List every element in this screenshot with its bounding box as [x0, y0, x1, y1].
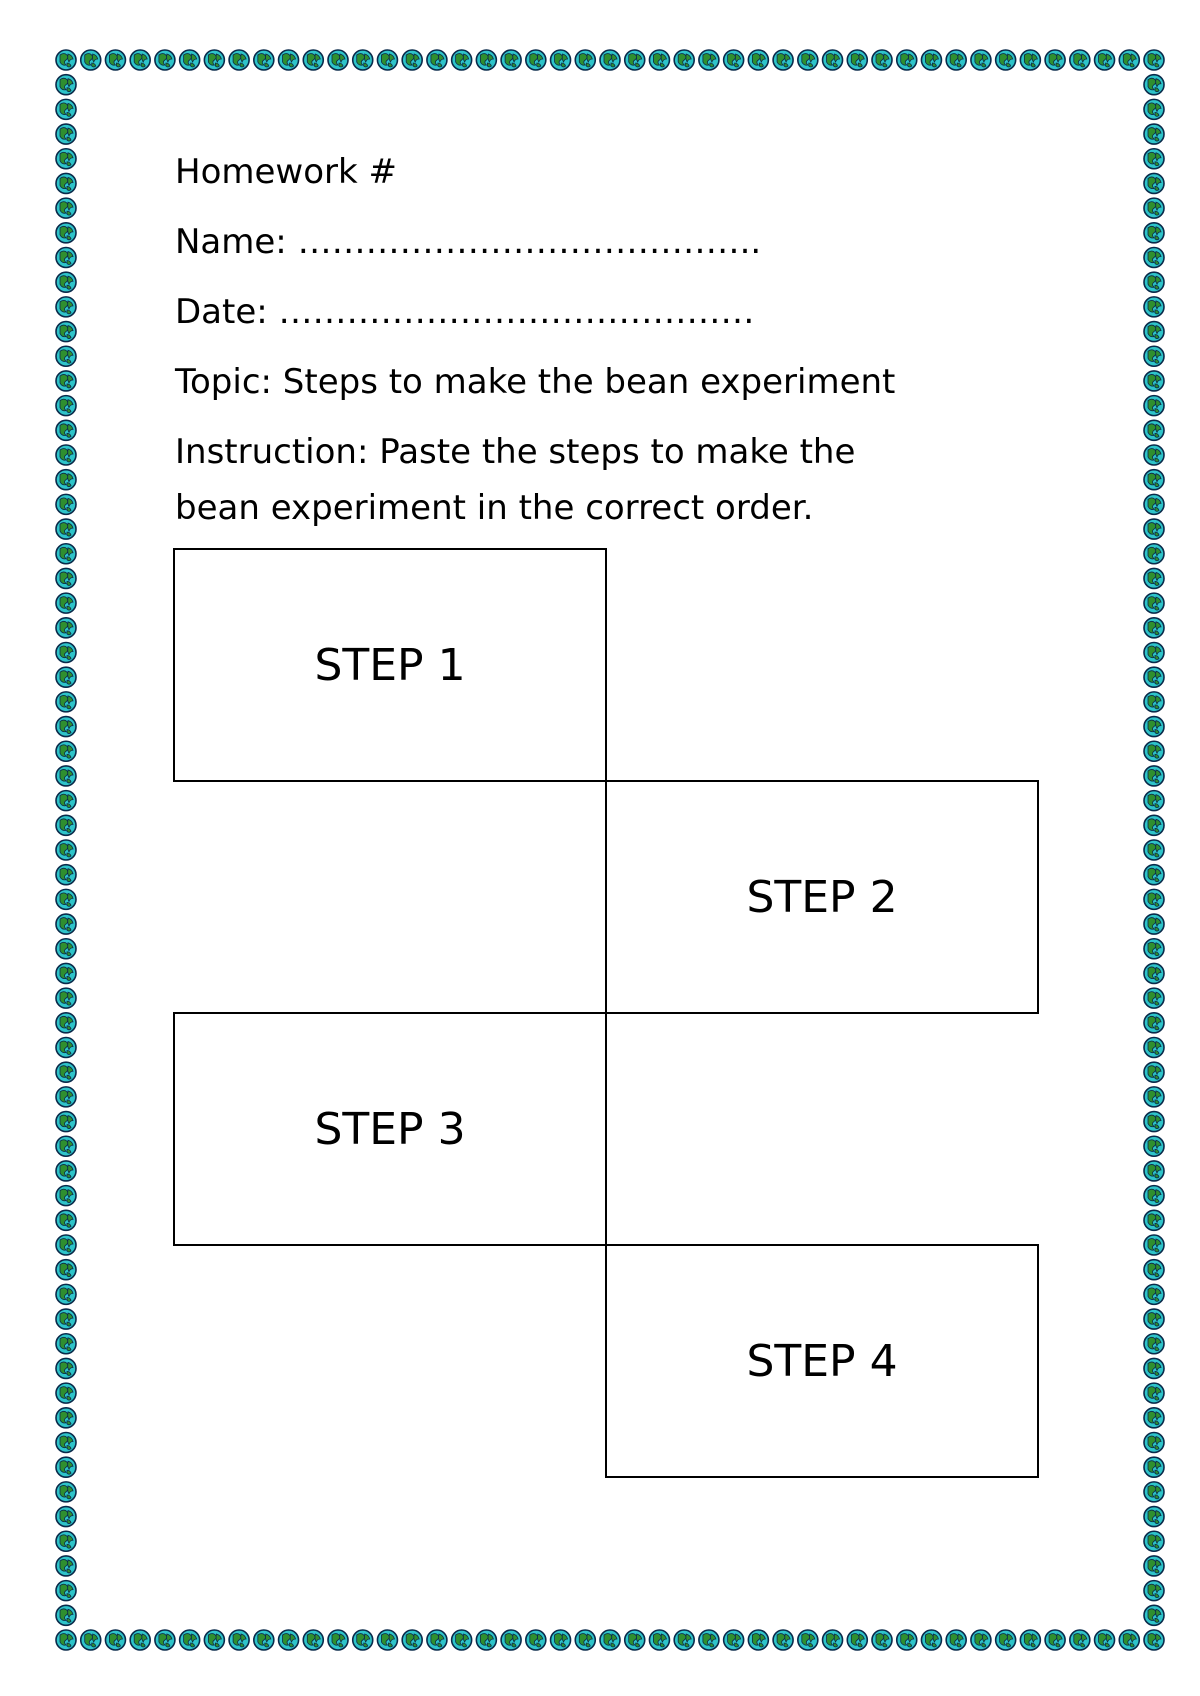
globe-icon: [452, 50, 472, 70]
step-2-box: [605, 780, 1039, 1014]
globe-icon: [1144, 791, 1164, 811]
globe-icon: [1144, 198, 1164, 218]
globe-icon: [1144, 124, 1164, 144]
globe-icon: [56, 519, 76, 539]
globe-icon: [773, 50, 793, 70]
globe-icon: [1144, 667, 1164, 687]
globe-icon: [56, 1408, 76, 1428]
globe-icon: [328, 1630, 348, 1650]
globe-icon: [1144, 914, 1164, 934]
globe-icon: [180, 1630, 200, 1650]
globe-icon: [56, 1284, 76, 1304]
globe-icon: [946, 1630, 966, 1650]
step-1-label: STEP 1: [314, 639, 466, 691]
globe-icon: [1144, 1013, 1164, 1033]
globe-icon: [56, 1433, 76, 1453]
globe-icon: [56, 420, 76, 440]
globe-icon: [56, 741, 76, 761]
globe-icon: [56, 149, 76, 169]
globe-icon: [1095, 50, 1115, 70]
globe-icon: [872, 50, 892, 70]
globe-icon: [105, 1630, 125, 1650]
globe-icon: [56, 667, 76, 687]
globe-icon: [56, 396, 76, 416]
globe-icon: [773, 1630, 793, 1650]
globe-icon: [1144, 1260, 1164, 1280]
globe-icon: [1144, 766, 1164, 786]
globe-icon: [56, 1556, 76, 1576]
globe-icon: [56, 50, 76, 70]
globe-icon: [971, 50, 991, 70]
globe-icon: [56, 692, 76, 712]
globe-icon: [1144, 544, 1164, 564]
globe-icon: [56, 1334, 76, 1354]
globe-icon: [155, 1630, 175, 1650]
globe-icon: [1020, 50, 1040, 70]
globe-icon: [872, 1630, 892, 1650]
globe-icon: [1144, 322, 1164, 342]
globe-icon: [724, 50, 744, 70]
globe-icon: [600, 50, 620, 70]
globe-icon: [476, 50, 496, 70]
globe-icon: [56, 322, 76, 342]
globe-icon: [56, 1062, 76, 1082]
globe-icon: [56, 173, 76, 193]
globe-icon: [56, 1161, 76, 1181]
step-2-label: STEP 2: [746, 871, 898, 923]
globe-icon: [1144, 396, 1164, 416]
globe-icon: [1144, 1581, 1164, 1601]
globe-icon: [56, 99, 76, 119]
globe-icon: [303, 1630, 323, 1650]
globe-icon: [501, 50, 521, 70]
globe-icon: [1020, 1630, 1040, 1650]
globe-icon: [1144, 50, 1164, 70]
globe-icon: [204, 1630, 224, 1650]
globe-icon: [56, 1605, 76, 1625]
globe-icon: [56, 1136, 76, 1156]
globe-icon: [1119, 1630, 1139, 1650]
globe-icon: [699, 50, 719, 70]
globe-icon: [1144, 1235, 1164, 1255]
globe-icon: [1144, 445, 1164, 465]
globe-icon: [56, 988, 76, 1008]
globe-icon: [1144, 568, 1164, 588]
globe-icon: [56, 593, 76, 613]
globe-icon: [1070, 50, 1090, 70]
globe-icon: [996, 1630, 1016, 1650]
step-3-box: [173, 1012, 607, 1246]
globe-icon: [798, 1630, 818, 1650]
globe-icon: [1144, 272, 1164, 292]
globe-icon: [1144, 1087, 1164, 1107]
globe-icon: [56, 223, 76, 243]
globe-icon: [1144, 420, 1164, 440]
homework-number-label: Homework #: [175, 152, 397, 192]
globe-icon: [56, 939, 76, 959]
globe-icon: [56, 1260, 76, 1280]
globe-icon: [229, 50, 249, 70]
globe-icon: [1144, 371, 1164, 391]
name-field: Name: …………………………………..: [175, 222, 762, 262]
globe-icon: [847, 1630, 867, 1650]
globe-icon: [56, 124, 76, 144]
globe-icon: [56, 346, 76, 366]
globe-icon: [56, 1087, 76, 1107]
globe-icon: [56, 1507, 76, 1527]
globe-icon: [1144, 1433, 1164, 1453]
globe-icon: [377, 50, 397, 70]
globe-icon: [254, 1630, 274, 1650]
globe-icon: [56, 544, 76, 564]
globe-icon: [56, 1581, 76, 1601]
globe-icon: [625, 1630, 645, 1650]
globe-icon: [501, 1630, 521, 1650]
globe-icon: [279, 50, 299, 70]
step-1-box: [173, 548, 607, 782]
globe-icon: [625, 50, 645, 70]
globe-icon: [1144, 248, 1164, 268]
globe-icon: [575, 1630, 595, 1650]
globe-icon: [1144, 1284, 1164, 1304]
globe-icon: [1144, 1062, 1164, 1082]
globe-icon: [1144, 1161, 1164, 1181]
globe-icon: [56, 1482, 76, 1502]
globe-icon: [1144, 963, 1164, 983]
globe-icon: [81, 50, 101, 70]
globe-icon: [1045, 50, 1065, 70]
globe-icon: [56, 470, 76, 490]
globe-icon: [921, 1630, 941, 1650]
globe-icon: [798, 50, 818, 70]
globe-icon: [674, 1630, 694, 1650]
globe-icon: [526, 50, 546, 70]
globe-icon: [1144, 75, 1164, 95]
globe-icon: [1144, 1507, 1164, 1527]
globe-icon: [1095, 1630, 1115, 1650]
globe-icon: [971, 1630, 991, 1650]
globe-icon: [56, 1531, 76, 1551]
globe-icon: [1144, 519, 1164, 539]
date-field: Date: ……………………………………: [175, 292, 755, 332]
globe-icon: [1144, 643, 1164, 663]
globe-icon: [452, 1630, 472, 1650]
globe-icon: [56, 371, 76, 391]
globe-icon: [402, 1630, 422, 1650]
globe-icon: [921, 50, 941, 70]
globe-icon: [56, 494, 76, 514]
globe-icon: [204, 50, 224, 70]
globe-icon: [526, 1630, 546, 1650]
globe-icon: [254, 50, 274, 70]
globe-icon: [56, 1235, 76, 1255]
globe-icon: [56, 889, 76, 909]
globe-icon: [328, 50, 348, 70]
globe-icon: [1144, 1136, 1164, 1156]
globe-icon: [551, 50, 571, 70]
globe-icon: [56, 618, 76, 638]
globe-icon: [56, 568, 76, 588]
globe-icon: [1144, 470, 1164, 490]
globe-icon: [1144, 1334, 1164, 1354]
globe-icon: [427, 1630, 447, 1650]
globe-icon: [1144, 1482, 1164, 1502]
globe-icon: [56, 815, 76, 835]
globe-icon: [1144, 149, 1164, 169]
globe-icon: [56, 1038, 76, 1058]
globe-icon: [353, 50, 373, 70]
globe-icon: [56, 198, 76, 218]
globe-icon: [56, 766, 76, 786]
globe-icon: [56, 914, 76, 934]
topic-line: Topic: Steps to make the bean experiment: [175, 362, 896, 402]
globe-icon: [1144, 1186, 1164, 1206]
globe-icon: [427, 50, 447, 70]
globe-icon: [996, 50, 1016, 70]
globe-icon: [1144, 1605, 1164, 1625]
globe-icon: [1144, 1112, 1164, 1132]
globe-icon: [56, 297, 76, 317]
globe-icon: [1144, 1531, 1164, 1551]
globe-icon: [56, 272, 76, 292]
globe-icon: [56, 75, 76, 95]
globe-icon: [946, 50, 966, 70]
globe-icon: [699, 1630, 719, 1650]
globe-icon: [1144, 1408, 1164, 1428]
globe-icon: [81, 1630, 101, 1650]
step-4-box: [605, 1244, 1039, 1478]
globe-icon: [1045, 1630, 1065, 1650]
globe-icon: [1144, 988, 1164, 1008]
globe-icon: [56, 1112, 76, 1132]
globe-icon: [1144, 717, 1164, 737]
step-4-label: STEP 4: [746, 1335, 898, 1387]
globe-icon: [1144, 889, 1164, 909]
globe-icon: [1144, 618, 1164, 638]
globe-icon: [1144, 1383, 1164, 1403]
globe-icon: [649, 1630, 669, 1650]
globe-icon: [476, 1630, 496, 1650]
globe-icon: [1144, 494, 1164, 514]
globe-icon: [1144, 815, 1164, 835]
globe-icon: [897, 50, 917, 70]
globe-icon: [1144, 1630, 1164, 1650]
globe-icon: [1144, 99, 1164, 119]
globe-icon: [823, 50, 843, 70]
globe-icon: [551, 1630, 571, 1650]
globe-icon: [130, 1630, 150, 1650]
globe-icon: [823, 1630, 843, 1650]
globe-icon: [600, 1630, 620, 1650]
globe-icon: [674, 50, 694, 70]
globe-icon: [56, 840, 76, 860]
globe-icon: [353, 1630, 373, 1650]
globe-icon: [1144, 1556, 1164, 1576]
globe-icon: [1144, 741, 1164, 761]
step-3-label: STEP 3: [314, 1103, 466, 1155]
globe-icon: [56, 1383, 76, 1403]
globe-icon: [180, 50, 200, 70]
globe-icon: [1119, 50, 1139, 70]
globe-icon: [377, 1630, 397, 1650]
globe-icon: [1144, 939, 1164, 959]
globe-icon: [1144, 1038, 1164, 1058]
globe-icon: [56, 248, 76, 268]
globe-icon: [1144, 346, 1164, 366]
globe-icon: [1144, 173, 1164, 193]
globe-icon: [897, 1630, 917, 1650]
globe-icon: [56, 1013, 76, 1033]
globe-icon: [1144, 1210, 1164, 1230]
globe-icon: [56, 963, 76, 983]
globe-icon: [56, 445, 76, 465]
globe-icon: [56, 717, 76, 737]
globe-icon: [575, 50, 595, 70]
globe-icon: [748, 1630, 768, 1650]
globe-icon: [1144, 297, 1164, 317]
globe-icon: [1144, 692, 1164, 712]
globe-icon: [649, 50, 669, 70]
globe-icon: [130, 50, 150, 70]
globe-icon: [56, 1210, 76, 1230]
globe-icon: [1144, 865, 1164, 885]
globe-icon: [1144, 223, 1164, 243]
globe-icon: [303, 50, 323, 70]
globe-icon: [56, 865, 76, 885]
globe-icon: [847, 50, 867, 70]
globe-icon: [56, 1457, 76, 1477]
globe-icon: [748, 50, 768, 70]
globe-icon: [56, 1358, 76, 1378]
globe-icon: [229, 1630, 249, 1650]
globe-icon: [279, 1630, 299, 1650]
globe-icon: [1070, 1630, 1090, 1650]
globe-icon: [1144, 840, 1164, 860]
globe-icon: [56, 791, 76, 811]
globe-icon: [56, 1309, 76, 1329]
globe-icon: [1144, 1457, 1164, 1477]
globe-icon: [1144, 1358, 1164, 1378]
globe-icon: [56, 643, 76, 663]
globe-icon: [1144, 593, 1164, 613]
globe-icon: [1144, 1309, 1164, 1329]
globe-icon: [402, 50, 422, 70]
globe-icon: [724, 1630, 744, 1650]
globe-icon: [56, 1630, 76, 1650]
globe-icon: [56, 1186, 76, 1206]
instruction-text: Instruction: Paste the steps to make the bean experiment in the correct order.: [175, 432, 856, 528]
globe-icon: [155, 50, 175, 70]
globe-icon: [105, 50, 125, 70]
